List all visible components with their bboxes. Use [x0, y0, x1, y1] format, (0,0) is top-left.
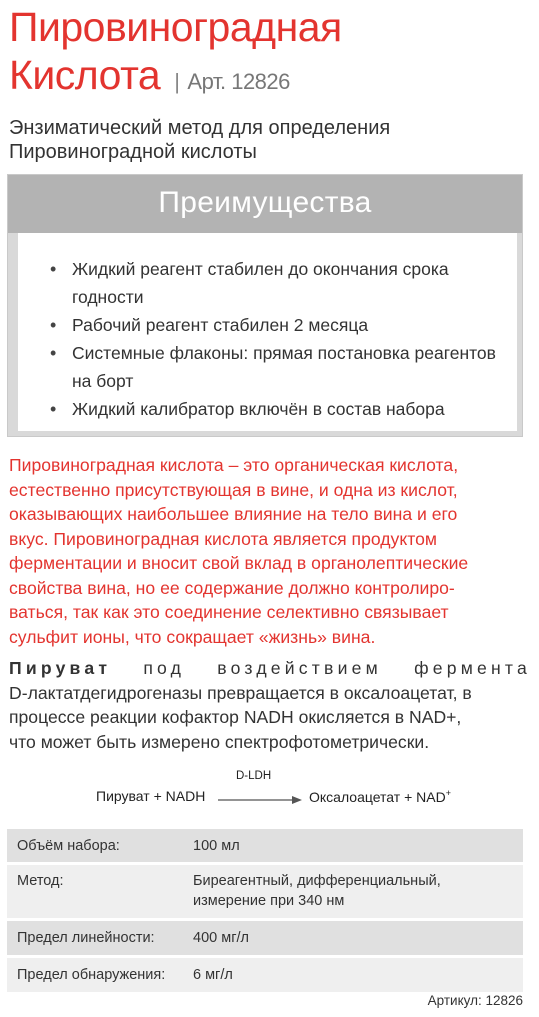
- footer-article: Артикул: 12826: [427, 993, 523, 1008]
- description-line: ваться, так как это соединение селективно связывает: [9, 602, 449, 622]
- method-line-4: что может быть измерено спектрофотометрически.: [9, 731, 430, 752]
- description-paragraph: [9, 453, 531, 649]
- table-row: [7, 921, 523, 958]
- bullet-icon: •: [50, 399, 57, 419]
- method-word: воздействием: [217, 658, 382, 678]
- bullet-icon: •: [50, 259, 57, 279]
- title-line-2: [9, 52, 529, 105]
- subtitle: [9, 116, 529, 164]
- list-item-text: Системные флаконы: прямая постановка реагентов на борт: [72, 343, 496, 391]
- method-line-1: [9, 656, 531, 681]
- method-word: под: [143, 658, 186, 678]
- reaction-reactants: Пируват + NADH: [96, 788, 206, 804]
- description-line: вкус. Пировиноградная кислота является продуктом: [9, 528, 437, 549]
- bullet-icon: •: [50, 343, 57, 363]
- spec-value: 400 мг/л: [193, 930, 249, 946]
- description-line: естественно присутствующая в вине, и одна из кислот,: [9, 479, 458, 500]
- arrow-right-icon: [218, 795, 302, 805]
- subtitle-line-1: Энзиматический метод для определения: [9, 117, 391, 139]
- title-separator: |: [174, 69, 180, 94]
- specs-table: [7, 829, 523, 995]
- spec-value: 6 мг/л: [193, 967, 233, 983]
- description-line: свойства вина, но ее содержание должно контролиро-: [9, 577, 455, 598]
- spec-value: [193, 871, 523, 911]
- spec-value: 100 мл: [193, 838, 240, 854]
- description-line: ферментации и вносит свой вклад в органолептические: [9, 553, 469, 573]
- description-line: Пировиноградная кислота – это органическая кислота,: [9, 455, 459, 475]
- advantages-list: [46, 255, 505, 423]
- advantages-title: Преимущества: [8, 175, 522, 233]
- title-word: Кислота: [9, 52, 161, 98]
- list-item: [46, 395, 505, 423]
- reaction-superscript: +: [445, 788, 451, 798]
- list-item: [46, 339, 505, 395]
- advantages-box: [7, 174, 523, 437]
- list-item-text: Рабочий реагент стабилен 2 месяца: [72, 315, 369, 335]
- method-word: фермента: [414, 658, 531, 678]
- bullet-icon: •: [50, 315, 57, 335]
- spec-label: Объём набора:: [17, 838, 120, 854]
- table-row: [7, 865, 523, 921]
- subtitle-line-2: Пировиноградной кислоты: [9, 141, 257, 163]
- method-bold-word: Пируват: [9, 658, 112, 678]
- spec-value-line: измерение при 340 нм: [193, 893, 345, 909]
- spec-value-line: Биреагентный, дифференциальный,: [193, 873, 441, 889]
- reaction-products: [309, 788, 451, 805]
- table-row: [7, 958, 523, 995]
- spec-label: Предел обнаружения:: [17, 967, 166, 983]
- spec-label: Метод:: [17, 873, 64, 889]
- table-row: [7, 829, 523, 865]
- article-number: Арт. 12826: [187, 69, 290, 94]
- list-item: [46, 255, 505, 311]
- reaction-products-text: Оксалоацетат + NAD: [309, 789, 446, 805]
- spec-label: Предел линейности:: [17, 930, 155, 946]
- list-item: [46, 311, 505, 339]
- method-line-2: D-лактатдегидрогеназы превращается в оксалоацетат, в: [9, 682, 472, 703]
- description-line: сульфит ионы, что сокращает «жизнь» вина.: [9, 626, 376, 647]
- method-line-3: процессе реакции кофактор NADH окисляется в NAD+,: [9, 707, 462, 727]
- page-title: [9, 2, 529, 105]
- title-line-1: Пировиноградная: [9, 4, 342, 50]
- list-item-text: Жидкий реагент стабилен до окончания срока годности: [72, 259, 449, 307]
- advantages-content: [18, 233, 517, 431]
- description-line: оказывающих наибольшее влияние на тело вина и его: [9, 504, 458, 524]
- list-item-text: Жидкий калибратор включён в состав набора: [72, 399, 445, 419]
- reaction-equation: [0, 770, 539, 810]
- method-paragraph: [9, 656, 531, 754]
- reaction-enzyme: D-LDH: [236, 770, 272, 782]
